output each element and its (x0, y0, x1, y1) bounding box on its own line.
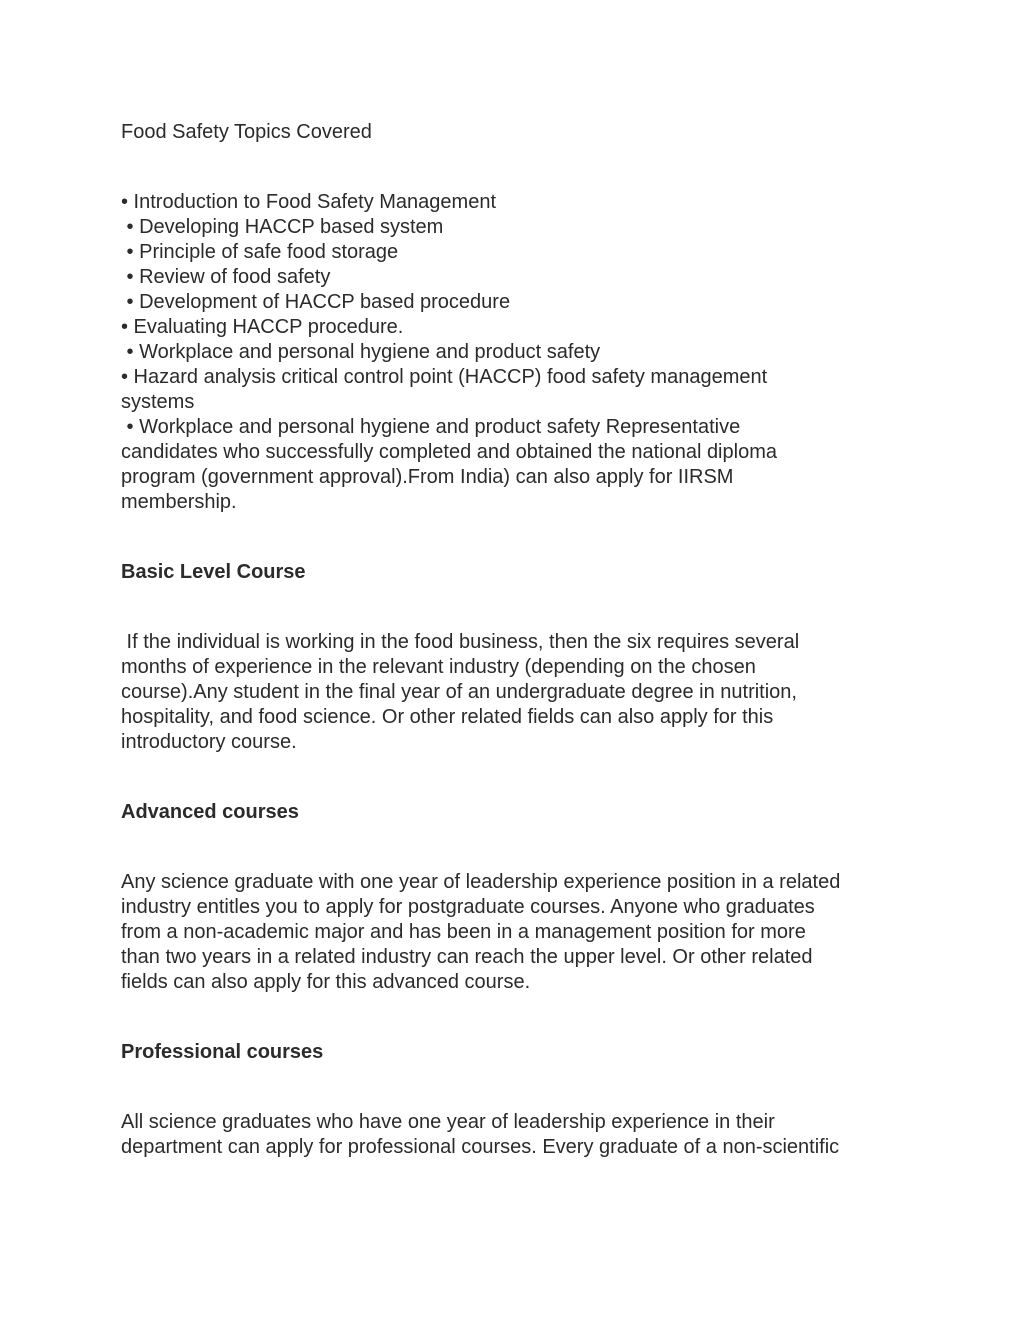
section-heading-basic: Basic Level Course (121, 561, 306, 583)
topic-line: candidates who successfully completed and obtained the national diploma (121, 441, 777, 463)
paragraph-line: fields can also apply for this advanced course. (121, 971, 531, 993)
topic-line: • Workplace and personal hygiene and product safety (121, 341, 601, 363)
paragraph-line: All science graduates who have one year of leadership experience in their (121, 1111, 775, 1133)
section-body-advanced (121, 870, 921, 995)
topic-line: systems (121, 391, 195, 413)
paragraph-line: than two years in a related industry can reach the upper level. Or other related (121, 946, 813, 968)
topic-line: • Hazard analysis critical control point (HACCP) food safety management (121, 366, 768, 388)
paragraph-line: introductory course. (121, 731, 297, 753)
paragraph-line: department can apply for professional courses. Every graduate of a non-scientific (121, 1136, 840, 1158)
section-body-professional (121, 1110, 921, 1160)
section-body-basic (121, 630, 921, 755)
topic-line: • Development of HACCP based procedure (121, 291, 511, 313)
topic-line: membership. (121, 491, 237, 513)
topic-line: program (government approval).From India) can also apply for IIRSM (121, 466, 734, 488)
section-heading-advanced: Advanced courses (121, 801, 299, 823)
paragraph-line: Any science graduate with one year of leadership experience position in a related (121, 871, 841, 893)
paragraph-line: months of experience in the relevant industry (depending on the chosen (121, 656, 756, 678)
paragraph-line: industry entitles you to apply for postgraduate courses. Anyone who graduates (121, 896, 815, 918)
document-title: Food Safety Topics Covered (121, 121, 372, 143)
topics-list (121, 190, 921, 515)
paragraph-line: from a non-academic major and has been in a management position for more (121, 921, 806, 943)
document-page (121, 120, 921, 1160)
paragraph-line: hospitality, and food science. Or other related fields can also apply for this (121, 706, 774, 728)
topic-line: • Principle of safe food storage (121, 241, 399, 263)
section-heading-professional: Professional courses (121, 1041, 324, 1063)
topic-line: • Review of food safety (121, 266, 331, 288)
topic-line: • Workplace and personal hygiene and product safety Representative (121, 416, 741, 438)
paragraph-line: course).Any student in the final year of an undergraduate degree in nutrition, (121, 681, 797, 703)
topic-line: • Evaluating HACCP procedure. (121, 316, 404, 338)
topic-line: • Introduction to Food Safety Management (121, 191, 496, 213)
paragraph-line: If the individual is working in the food business, then the six requires several (121, 631, 800, 653)
topic-line: • Developing HACCP based system (121, 216, 444, 238)
